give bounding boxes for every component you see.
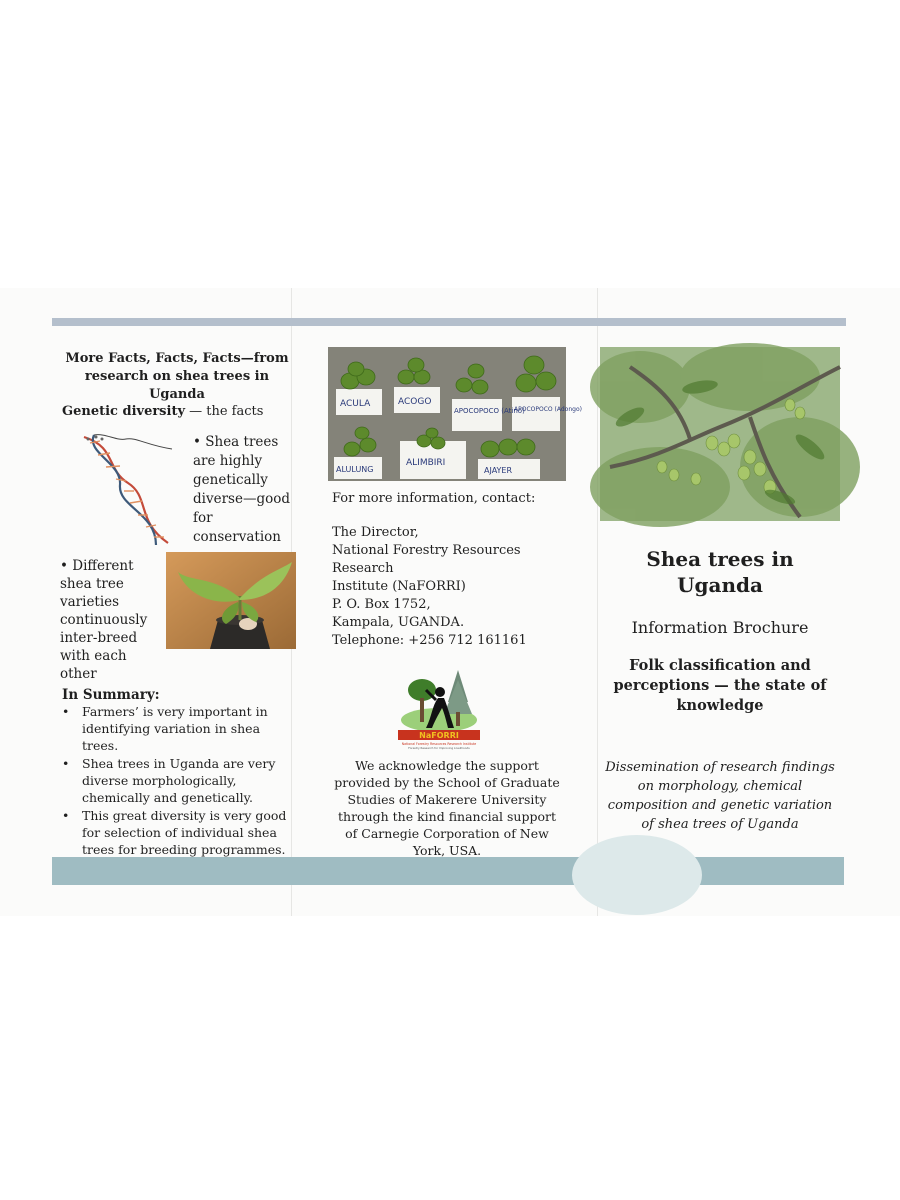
contact-line: Kampala, UGANDA.: [332, 615, 465, 630]
photo-label: APOCOPOCO (Atino): [454, 407, 525, 415]
photo-label: AJAYER: [484, 466, 513, 475]
contact-line: Telephone: +256 712 161161: [332, 633, 527, 648]
dissemination-text: Dissemination of research findings on morphology, chemical composition and genetic variation of shea trees of Uganda: [605, 760, 835, 832]
photo-label: APOCOPOCO (Adongo): [514, 406, 582, 413]
fact-interbreeding: • Different shea tree varieties continuously inter-breed with each other: [60, 558, 148, 682]
summary-title: In Summary:: [62, 687, 160, 703]
photo-label: ACOGO: [398, 397, 432, 407]
shea-seedling-photo: [166, 552, 296, 649]
photo-label: ACULA: [340, 399, 371, 409]
left-heading: More Facts, Facts, Facts—from research on shea trees in Uganda: [65, 351, 289, 402]
summary-item: • This great diversity is very good for selection of individual shea trees for breeding programmes.: [62, 807, 292, 858]
genetic-diversity-label: Genetic diversity: [62, 404, 185, 419]
logo-caption: National Forestry Resources Research Institute: [401, 742, 477, 746]
genetic-diversity-heading: [62, 403, 282, 421]
contact-line: P. O. Box 1752,: [332, 597, 431, 612]
summary-item: • Farmers’ is very important in identifying variation in shea trees.: [62, 703, 292, 754]
dna-helix-image: [76, 433, 176, 548]
summary-list: [62, 703, 292, 859]
fact-genetic-diversity: • Shea trees are highly genetically diverse—good for conservation: [193, 434, 290, 545]
top-decor-bar: [52, 318, 846, 326]
logo-wordmark: NaFORRI: [419, 731, 459, 740]
brochure-title: Shea trees in Uganda: [646, 547, 794, 597]
contact-line: Institute (NaFORRI): [332, 579, 466, 594]
naforri-logo: [396, 668, 482, 750]
summary-item: • Shea trees in Uganda are very diverse morphologically, chemically and genetically.: [62, 755, 292, 806]
brochure-subtitle: Folk classification and perceptions — the state of knowledge: [613, 657, 827, 714]
photo-label: ALIMBIRI: [406, 458, 446, 468]
bottom-decor-bar: [52, 857, 844, 885]
bottom-bar-arc: [572, 835, 702, 915]
shea-tree-photo: [600, 347, 840, 521]
shea-fruit-varieties-photo: [328, 347, 582, 481]
genetic-diversity-suffix: — the facts: [185, 404, 264, 419]
contact-line: The Director,: [332, 525, 419, 540]
logo-tagline: Forestry Research for Improving Livelihoods: [408, 746, 470, 750]
acknowledgement: We acknowledge the support provided by the School of Graduate Studies of Makerere University through the kind financial support of Carnegie Corporation of New York, USA.: [334, 758, 560, 858]
contact-line: National Forestry Resources Research: [332, 543, 521, 576]
contact-lead: For more information, contact:: [332, 491, 536, 506]
brochure-label: Information Brochure: [631, 618, 809, 637]
photo-label: ALULUNG: [336, 465, 374, 474]
contact-address: [332, 524, 562, 650]
